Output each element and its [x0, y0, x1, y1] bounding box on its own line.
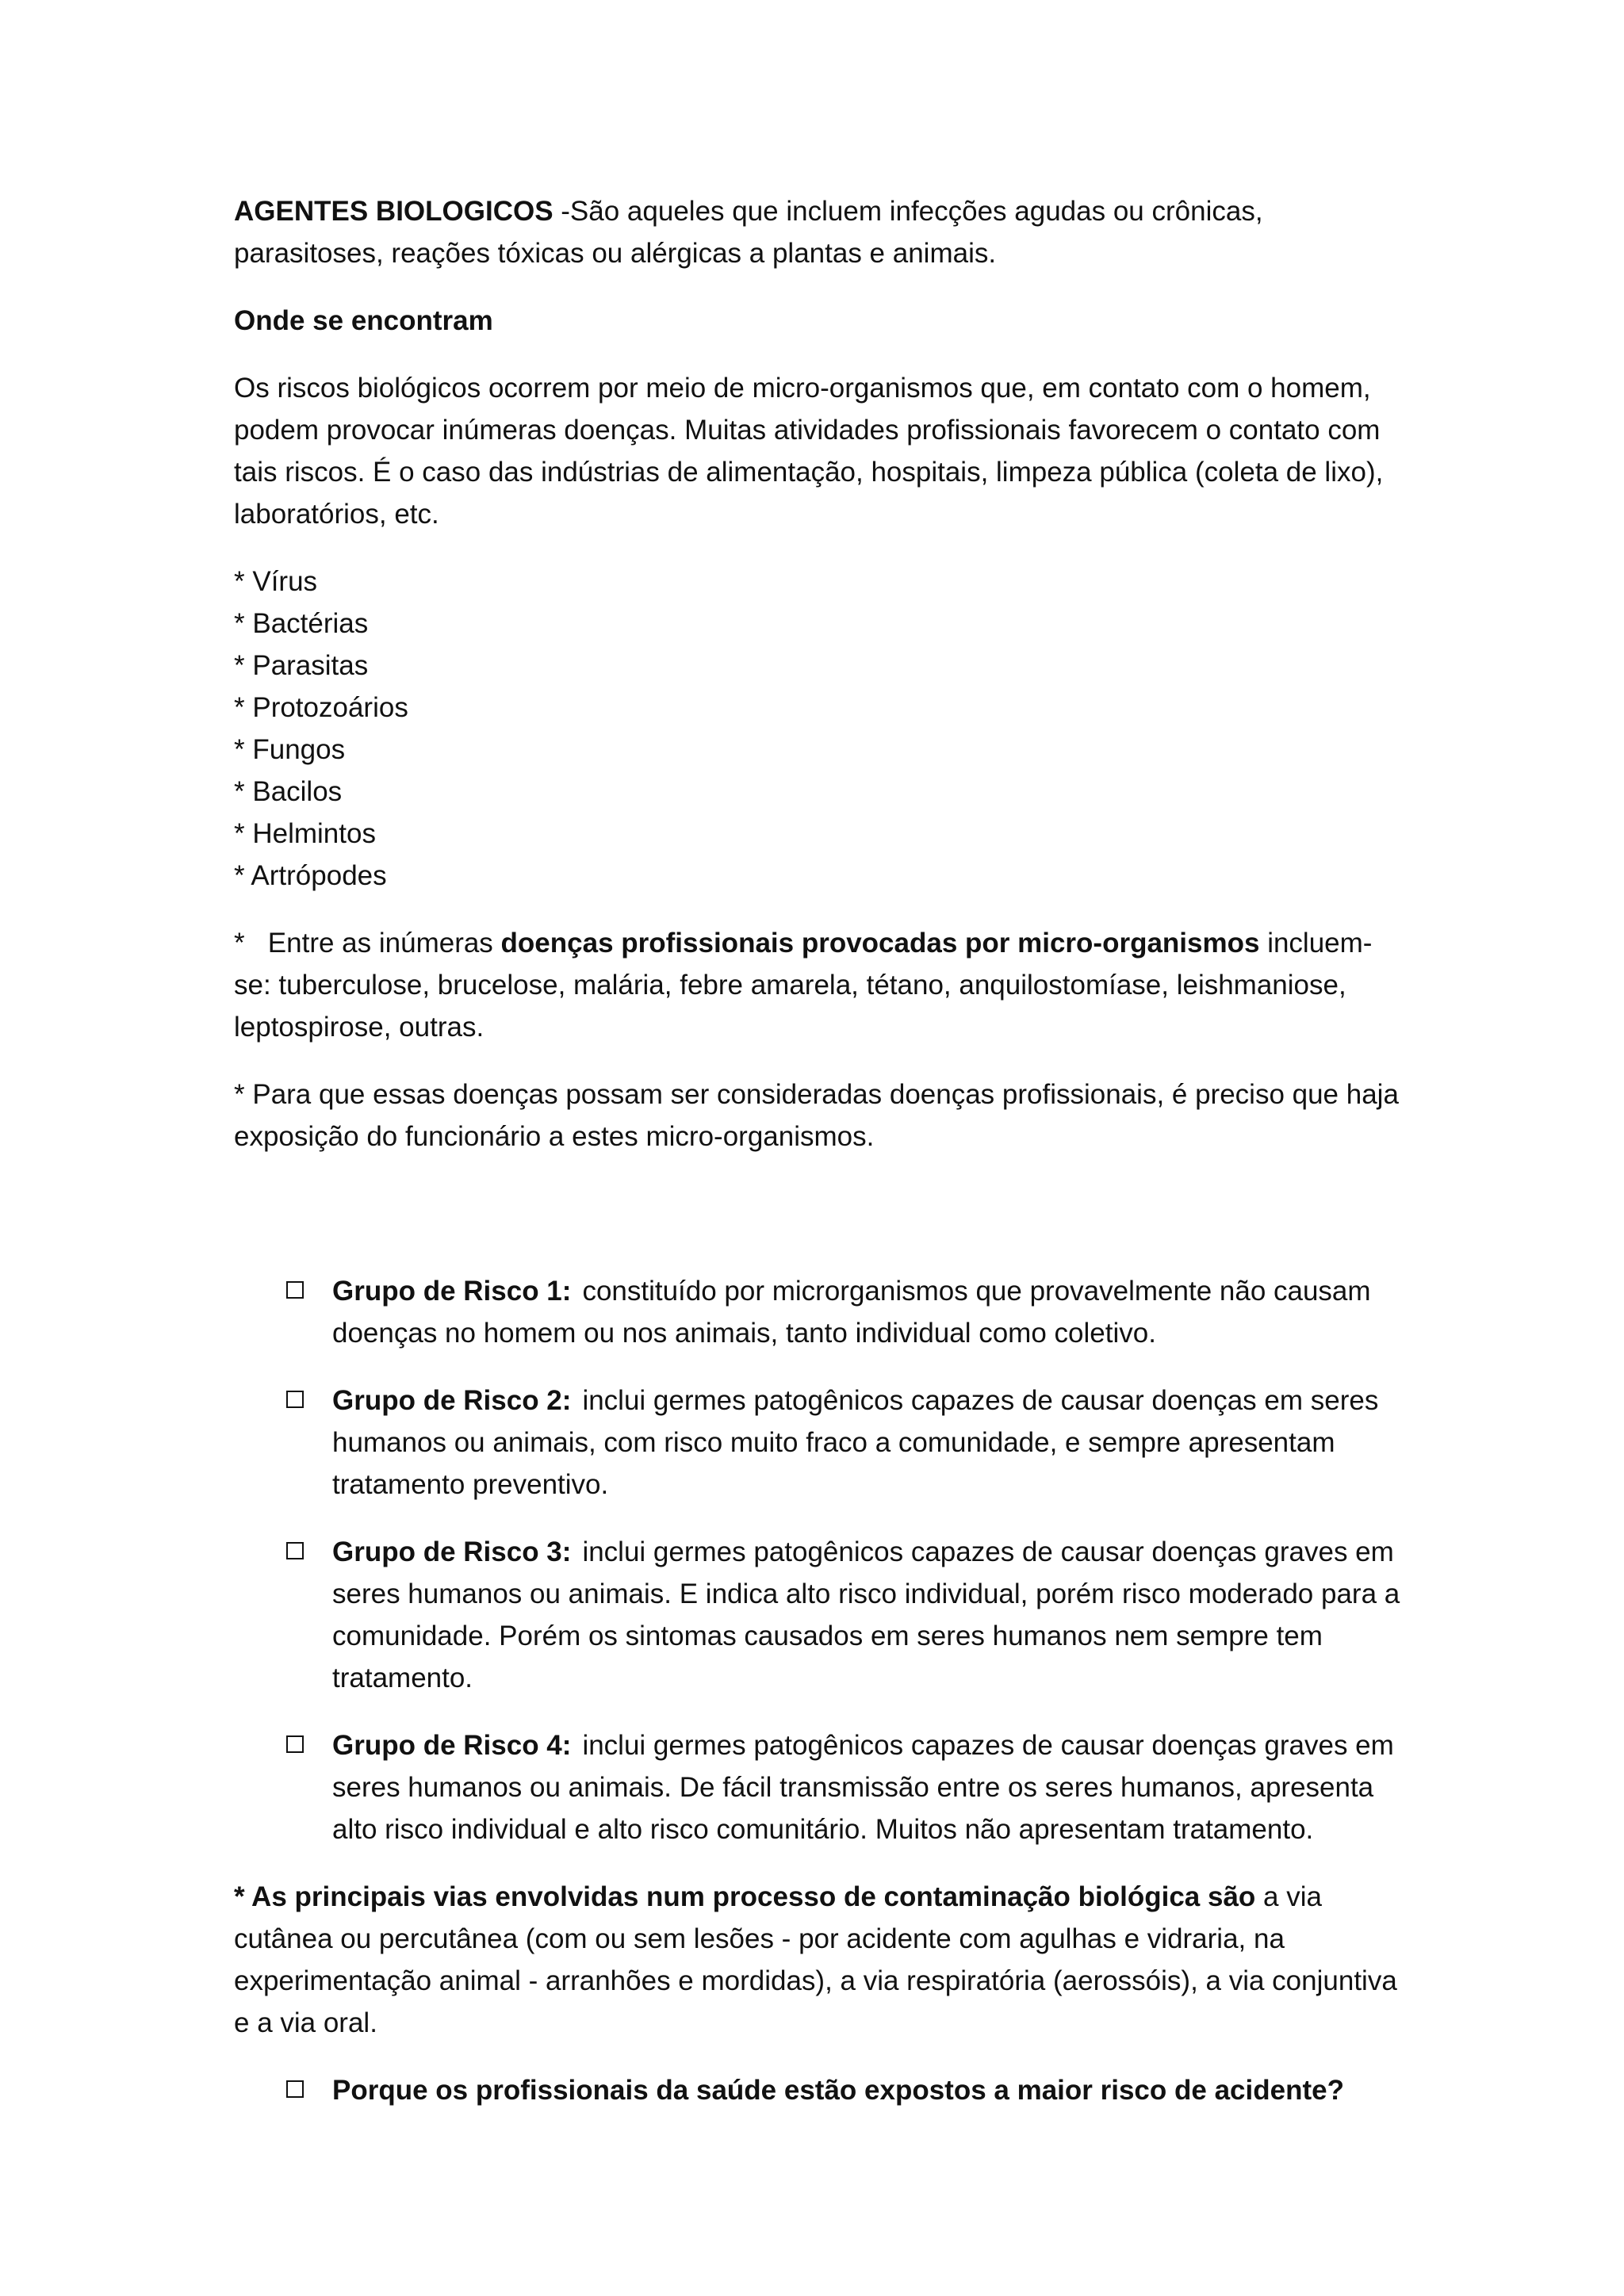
- risk-group-3: [234, 1531, 1408, 1699]
- routes-paragraph: [234, 1876, 1408, 2044]
- intro-text: -São aqueles que incluem infecções agudas ou crônicas, parasitoses, reações tóxicas ou alérgicas a plantas e animais.: [234, 196, 1263, 269]
- organism-list: [234, 561, 1408, 897]
- question-text: Porque os profissionais da saúde estão expostos a maior risco de acidente?: [332, 2075, 1344, 2106]
- checkbox-icon: [286, 1735, 304, 1753]
- checkbox-icon: [286, 1542, 304, 1559]
- list-item: * Bactérias: [234, 608, 369, 639]
- list-item: * Vírus: [234, 566, 318, 597]
- list-item: * Helmintos: [234, 818, 376, 849]
- checkbox-icon: [286, 1391, 304, 1408]
- diseases-prefix: * Entre as inúmeras: [234, 928, 501, 959]
- intro-paragraph: [234, 190, 1408, 274]
- risk-group-text: constituído por microrganismos que provavelmente não causam doenças no homem ou nos animais, tanto individual como coletivo.: [332, 1276, 1371, 1349]
- risk-group-text: inclui germes patogênicos capazes de causar doenças graves em seres humanos ou animais. De fácil transmissão entre os seres humanos, apresenta alto risco individual e alto risco comunitário. Muitos não apresentam tratamento.: [332, 1730, 1394, 1845]
- risk-group-label: Grupo de Risco 3:: [332, 1536, 572, 1567]
- risk-group-4: [234, 1724, 1408, 1850]
- section-title: Onde se encontram: [234, 305, 493, 336]
- routes-bold: * As principais vias envolvidas num processo de contaminação biológica são: [234, 1881, 1256, 1912]
- document-page: [234, 190, 1408, 2137]
- body-paragraph: Os riscos biológicos ocorrem por meio de micro-organismos que, em contato com o homem, podem provocar inúmeras doenças. Muitas atividades profissionais favorecem o contato com tais riscos. É o caso das indústrias de alimentação, hospitais, limpeza pública (coleta de lixo), laboratórios, etc.: [234, 373, 1384, 530]
- risk-group-text: inclui germes patogênicos capazes de causar doenças graves em seres humanos ou animais. E indica alto risco individual, porém risco moderado para a comunidade. Porém os sintomas causados em seres humanos nem sempre tem tratamento.: [332, 1536, 1400, 1693]
- list-item: * Protozoários: [234, 692, 408, 723]
- question-item: [234, 2069, 1408, 2111]
- routes-rest: a via cutânea ou percutânea (com ou sem lesões - por acidente com agulhas e vidraria, na experimentação animal - arranhões e mordidas), a via respiratória (aerossóis), a via conjuntiva e a via oral.: [234, 1881, 1397, 2038]
- diseases-bold: doenças profissionais provocadas por micro-organismos: [500, 928, 1260, 959]
- risk-group-text: inclui germes patogênicos capazes de causar doenças em seres humanos ou animais, com risco muito fraco a comunidade, e sempre apresentam tratamento preventivo.: [332, 1385, 1379, 1500]
- diseases-paragraph: [234, 922, 1408, 1048]
- list-item: * Bacilos: [234, 776, 343, 807]
- list-item: * Parasitas: [234, 650, 369, 681]
- checkbox-icon: [286, 1281, 304, 1299]
- intro-heading: AGENTES BIOLOGICOS: [234, 196, 553, 227]
- risk-group-label: Grupo de Risco 1:: [332, 1276, 572, 1307]
- list-item: * Fungos: [234, 734, 346, 765]
- risk-group-label: Grupo de Risco 2:: [332, 1385, 572, 1416]
- spacer: [234, 1183, 1408, 1270]
- list-item: * Artrópodes: [234, 860, 387, 891]
- risk-group-2: [234, 1380, 1408, 1506]
- exposure-note: * Para que essas doenças possam ser consideradas doenças profissionais, é preciso que haja exposição do funcionário a estes micro-organismos.: [234, 1079, 1399, 1152]
- diseases-rest: incluem-se: tuberculose, brucelose, malária, febre amarela, tétano, anquilostomíase, leishmaniose, leptospirose, outras.: [234, 928, 1373, 1043]
- checkbox-icon: [286, 2080, 304, 2098]
- risk-group-1: [234, 1270, 1408, 1354]
- risk-group-label: Grupo de Risco 4:: [332, 1730, 572, 1761]
